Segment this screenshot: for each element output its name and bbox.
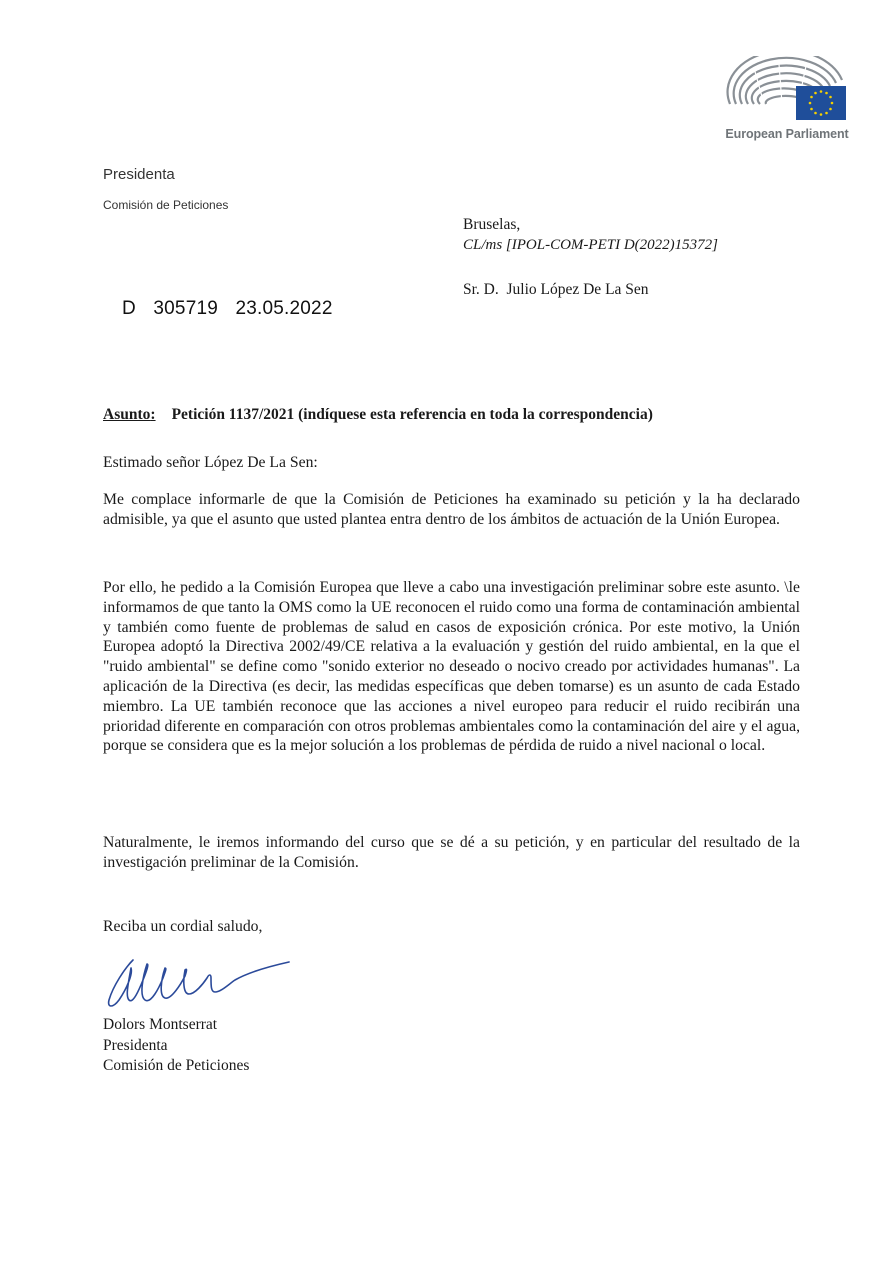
body-paragraph: Me complace informarle de que la Comisión de Peticiones ha examinado su petición y la ha declarado admisible, ya que el asunto que usted plantea entra dentro de los ámbitos de actuación de la Unión Europea.: [103, 491, 800, 528]
closing: Reciba un cordial saludo,: [103, 918, 263, 935]
city: Bruselas,: [463, 216, 521, 233]
signatory-department: Comisión de Peticiones: [103, 1057, 250, 1074]
body-paragraph: Naturalmente, le iremos informando del curso que se dé a su petición, y en particular del resultado de la investigación preliminar de la Comisión.: [103, 834, 800, 871]
logo-text: European Parliament: [725, 127, 849, 141]
signatory-name: Dolors Montserrat: [103, 1016, 218, 1033]
stamp-number: D 305719: [122, 298, 219, 319]
stamp-date: 23.05.2022: [235, 298, 333, 319]
european-parliament-hemicycle-logo-icon: [724, 56, 850, 126]
handwritten-signature-icon: [103, 950, 303, 1014]
greeting: Estimado señor López De La Sen:: [103, 454, 318, 471]
recipient: Sr. D. Julio López De La Sen: [463, 281, 649, 298]
signatory-block: [103, 1015, 249, 1077]
sender-title: Presidenta: [103, 166, 175, 183]
body-paragraph: Por ello, he pedido a la Comisión Europea que lleve a cabo una investigación preliminar sobre este asunto. \le informamos de que tanto la OMS como la UE reconocen el ruido como una forma de contaminación ambiental y también como fuente de problemas de salud en casos de exposición crónica. Por este motivo, la Unión Europea adoptó la Directiva 2002/49/CE relativa a la evaluación y gestión del ruido ambiental, en la que el "ruido ambiental" se define como "sonido exterior no deseado o nocivo creado por actividades humanas". La aplicación de la Directiva (es decir, las medidas específicas que deben tomarse) es un asunto de cada Estado miembro. La UE también reconoce que las acciones a nivel europeo para reducir el ruido recibirán una prioridad diferente en comparación con otros problemas ambientales como la contaminación del aire y el agua, porque se considera que es la mejor solución a los problemas de pérdida de ruido a nivel nacional o local.: [103, 579, 800, 755]
registration-stamp: [122, 298, 333, 320]
subject-text: Petición 1137/2021 (indíquese esta referencia en toda la correspondencia): [171, 406, 653, 423]
subject-label: Asunto:: [103, 406, 156, 423]
signatory-title: Presidenta: [103, 1036, 168, 1054]
european-parliament-logo: [724, 56, 850, 146]
sender-department: Comisión de Peticiones: [103, 198, 229, 212]
reference-number: CL/ms [IPOL-COM-PETI D(2022)15372]: [463, 237, 718, 253]
signature: [103, 950, 303, 1014]
subject-line: [103, 406, 653, 424]
